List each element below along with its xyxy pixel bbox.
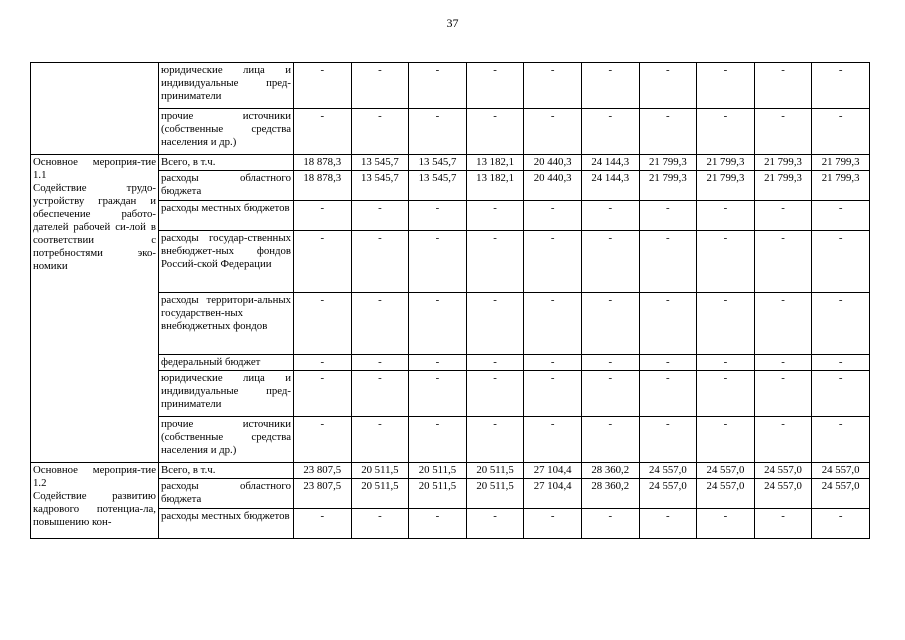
amount-cell: - (812, 201, 870, 231)
amount-cell: 20 440,3 (524, 155, 582, 171)
amount-cell: 27 104,4 (524, 463, 582, 479)
amount-cell: - (639, 371, 697, 417)
measure-cell (31, 463, 159, 539)
amount-cell: - (639, 109, 697, 155)
measure-text: Основное мероприя-тие 1.2 (33, 464, 156, 489)
amount-cell: - (697, 509, 755, 539)
amount-cell: - (697, 231, 755, 293)
amount-cell: - (351, 293, 409, 355)
amount-cell: - (754, 231, 812, 293)
amount-cell: - (524, 355, 582, 371)
funding-source-cell: расходы областного бюджета (159, 479, 294, 509)
amount-cell: - (524, 509, 582, 539)
amount-cell: - (581, 63, 639, 109)
amount-cell: 20 511,5 (466, 479, 524, 509)
amount-cell: 28 360,2 (581, 463, 639, 479)
amount-cell: 24 557,0 (812, 463, 870, 479)
amount-cell: 20 511,5 (409, 479, 467, 509)
amount-cell: - (409, 109, 467, 155)
measure-cell (31, 155, 159, 463)
amount-cell: - (351, 509, 409, 539)
amount-cell: 13 545,7 (351, 155, 409, 171)
funding-source-cell: прочие источники (собственные средства населения и др.) (159, 417, 294, 463)
funding-source-cell: расходы местных бюджетов (159, 201, 294, 231)
amount-cell: - (294, 293, 352, 355)
table-row (31, 63, 870, 109)
amount-cell: - (639, 355, 697, 371)
funding-source-cell: федеральный бюджет (159, 355, 294, 371)
amount-cell: - (294, 417, 352, 463)
amount-cell: - (639, 201, 697, 231)
measure-text: Содействие развитию кадрового потенциа-ла, повышению кон- (33, 490, 156, 528)
amount-cell: 18 878,3 (294, 171, 352, 201)
measure-text: Содействие трудо-устройству граждан и обеспечение работо-дателей рабочей си-лой в соответствии с потребностями эко-номики (33, 182, 156, 272)
amount-cell: - (812, 63, 870, 109)
amount-cell: - (466, 355, 524, 371)
amount-cell: - (697, 355, 755, 371)
amount-cell: - (581, 293, 639, 355)
measure-cell (31, 63, 159, 155)
amount-cell: - (581, 371, 639, 417)
amount-cell: 24 557,0 (754, 479, 812, 509)
amount-cell: 21 799,3 (812, 171, 870, 201)
amount-cell: 13 182,1 (466, 171, 524, 201)
amount-cell: 21 799,3 (754, 171, 812, 201)
funding-source-cell: Всего, в т.ч. (159, 155, 294, 171)
amount-cell: - (409, 293, 467, 355)
amount-cell: 24 557,0 (812, 479, 870, 509)
amount-cell: 28 360,2 (581, 479, 639, 509)
amount-cell: - (697, 109, 755, 155)
amount-cell: - (466, 63, 524, 109)
amount-cell: 21 799,3 (639, 171, 697, 201)
amount-cell: 21 799,3 (697, 155, 755, 171)
amount-cell: - (294, 109, 352, 155)
amount-cell: 24 557,0 (754, 463, 812, 479)
amount-cell: - (754, 509, 812, 539)
amount-cell: - (812, 509, 870, 539)
amount-cell: 21 799,3 (812, 155, 870, 171)
amount-cell: 20 511,5 (409, 463, 467, 479)
amount-cell: - (581, 231, 639, 293)
amount-cell: - (524, 201, 582, 231)
amount-cell: 20 511,5 (351, 479, 409, 509)
amount-cell: - (294, 201, 352, 231)
amount-cell: - (524, 63, 582, 109)
amount-cell: - (812, 109, 870, 155)
funding-source-cell: прочие источники (собственные средства населения и др.) (159, 109, 294, 155)
amount-cell: 20 511,5 (351, 463, 409, 479)
amount-cell: - (754, 355, 812, 371)
amount-cell: - (639, 231, 697, 293)
amount-cell: - (294, 509, 352, 539)
funding-source-cell: расходы областного бюджета (159, 171, 294, 201)
amount-cell: - (581, 509, 639, 539)
amount-cell: - (581, 109, 639, 155)
funding-source-cell: расходы территори-альных государствен-ных внебюджетных фондов (159, 293, 294, 355)
amount-cell: - (466, 371, 524, 417)
amount-cell: - (409, 63, 467, 109)
amount-cell: 23 807,5 (294, 479, 352, 509)
amount-cell: 24 557,0 (639, 479, 697, 509)
funding-source-cell: расходы государ-ственных внебюджет-ных фондов Россий-ской Федерации (159, 231, 294, 293)
funding-source-cell: юридические лица и индивидуальные пред-приниматели (159, 63, 294, 109)
amount-cell: - (639, 417, 697, 463)
table-row (31, 463, 870, 479)
amount-cell: - (754, 63, 812, 109)
amount-cell: - (466, 417, 524, 463)
amount-cell: - (409, 201, 467, 231)
amount-cell: 24 144,3 (581, 155, 639, 171)
amount-cell: - (812, 293, 870, 355)
amount-cell: - (524, 293, 582, 355)
amount-cell: - (409, 509, 467, 539)
amount-cell: 23 807,5 (294, 463, 352, 479)
amount-cell: 21 799,3 (754, 155, 812, 171)
amount-cell: - (409, 231, 467, 293)
amount-cell: - (697, 371, 755, 417)
amount-cell: - (524, 109, 582, 155)
amount-cell: 20 440,3 (524, 171, 582, 201)
amount-cell: - (466, 201, 524, 231)
amount-cell: - (812, 371, 870, 417)
amount-cell: - (524, 417, 582, 463)
page-number: 37 (446, 16, 459, 30)
amount-cell: 24 557,0 (697, 479, 755, 509)
amount-cell: 27 104,4 (524, 479, 582, 509)
amount-cell: - (351, 417, 409, 463)
amount-cell: - (754, 371, 812, 417)
amount-cell: 20 511,5 (466, 463, 524, 479)
amount-cell: - (294, 63, 352, 109)
amount-cell: 13 545,7 (409, 155, 467, 171)
amount-cell: - (524, 371, 582, 417)
amount-cell: - (639, 509, 697, 539)
amount-cell: - (754, 109, 812, 155)
amount-cell: - (754, 417, 812, 463)
amount-cell: - (697, 293, 755, 355)
amount-cell: 24 557,0 (697, 463, 755, 479)
amount-cell: - (351, 201, 409, 231)
amount-cell: - (351, 231, 409, 293)
amount-cell: - (351, 109, 409, 155)
funding-source-cell: расходы местных бюджетов (159, 509, 294, 539)
amount-cell: 21 799,3 (697, 171, 755, 201)
amount-cell: - (581, 417, 639, 463)
amount-cell: - (294, 371, 352, 417)
funding-source-cell: юридические лица и индивидуальные пред-приниматели (159, 371, 294, 417)
amount-cell: 24 144,3 (581, 171, 639, 201)
amount-cell: - (639, 63, 697, 109)
amount-cell: - (812, 417, 870, 463)
amount-cell: - (812, 355, 870, 371)
amount-cell: - (351, 355, 409, 371)
amount-cell: 24 557,0 (639, 463, 697, 479)
amount-cell: - (524, 231, 582, 293)
amount-cell: - (409, 371, 467, 417)
amount-cell: 13 182,1 (466, 155, 524, 171)
amount-cell: - (581, 201, 639, 231)
amount-cell: - (466, 231, 524, 293)
budget-table (30, 62, 870, 539)
amount-cell: - (639, 293, 697, 355)
amount-cell: 13 545,7 (351, 171, 409, 201)
amount-cell: 13 545,7 (409, 171, 467, 201)
amount-cell: - (581, 355, 639, 371)
table-row (31, 155, 870, 171)
amount-cell: - (754, 201, 812, 231)
amount-cell: - (812, 231, 870, 293)
amount-cell: - (466, 109, 524, 155)
amount-cell: 18 878,3 (294, 155, 352, 171)
amount-cell: - (466, 293, 524, 355)
amount-cell: - (466, 509, 524, 539)
amount-cell: - (697, 63, 755, 109)
amount-cell: - (697, 417, 755, 463)
amount-cell: - (409, 355, 467, 371)
amount-cell: 21 799,3 (639, 155, 697, 171)
measure-text: Основное мероприя-тие 1.1 (33, 156, 156, 181)
amount-cell: - (294, 231, 352, 293)
funding-source-cell: Всего, в т.ч. (159, 463, 294, 479)
amount-cell: - (697, 201, 755, 231)
amount-cell: - (351, 371, 409, 417)
amount-cell: - (351, 63, 409, 109)
amount-cell: - (294, 355, 352, 371)
amount-cell: - (754, 293, 812, 355)
amount-cell: - (409, 417, 467, 463)
